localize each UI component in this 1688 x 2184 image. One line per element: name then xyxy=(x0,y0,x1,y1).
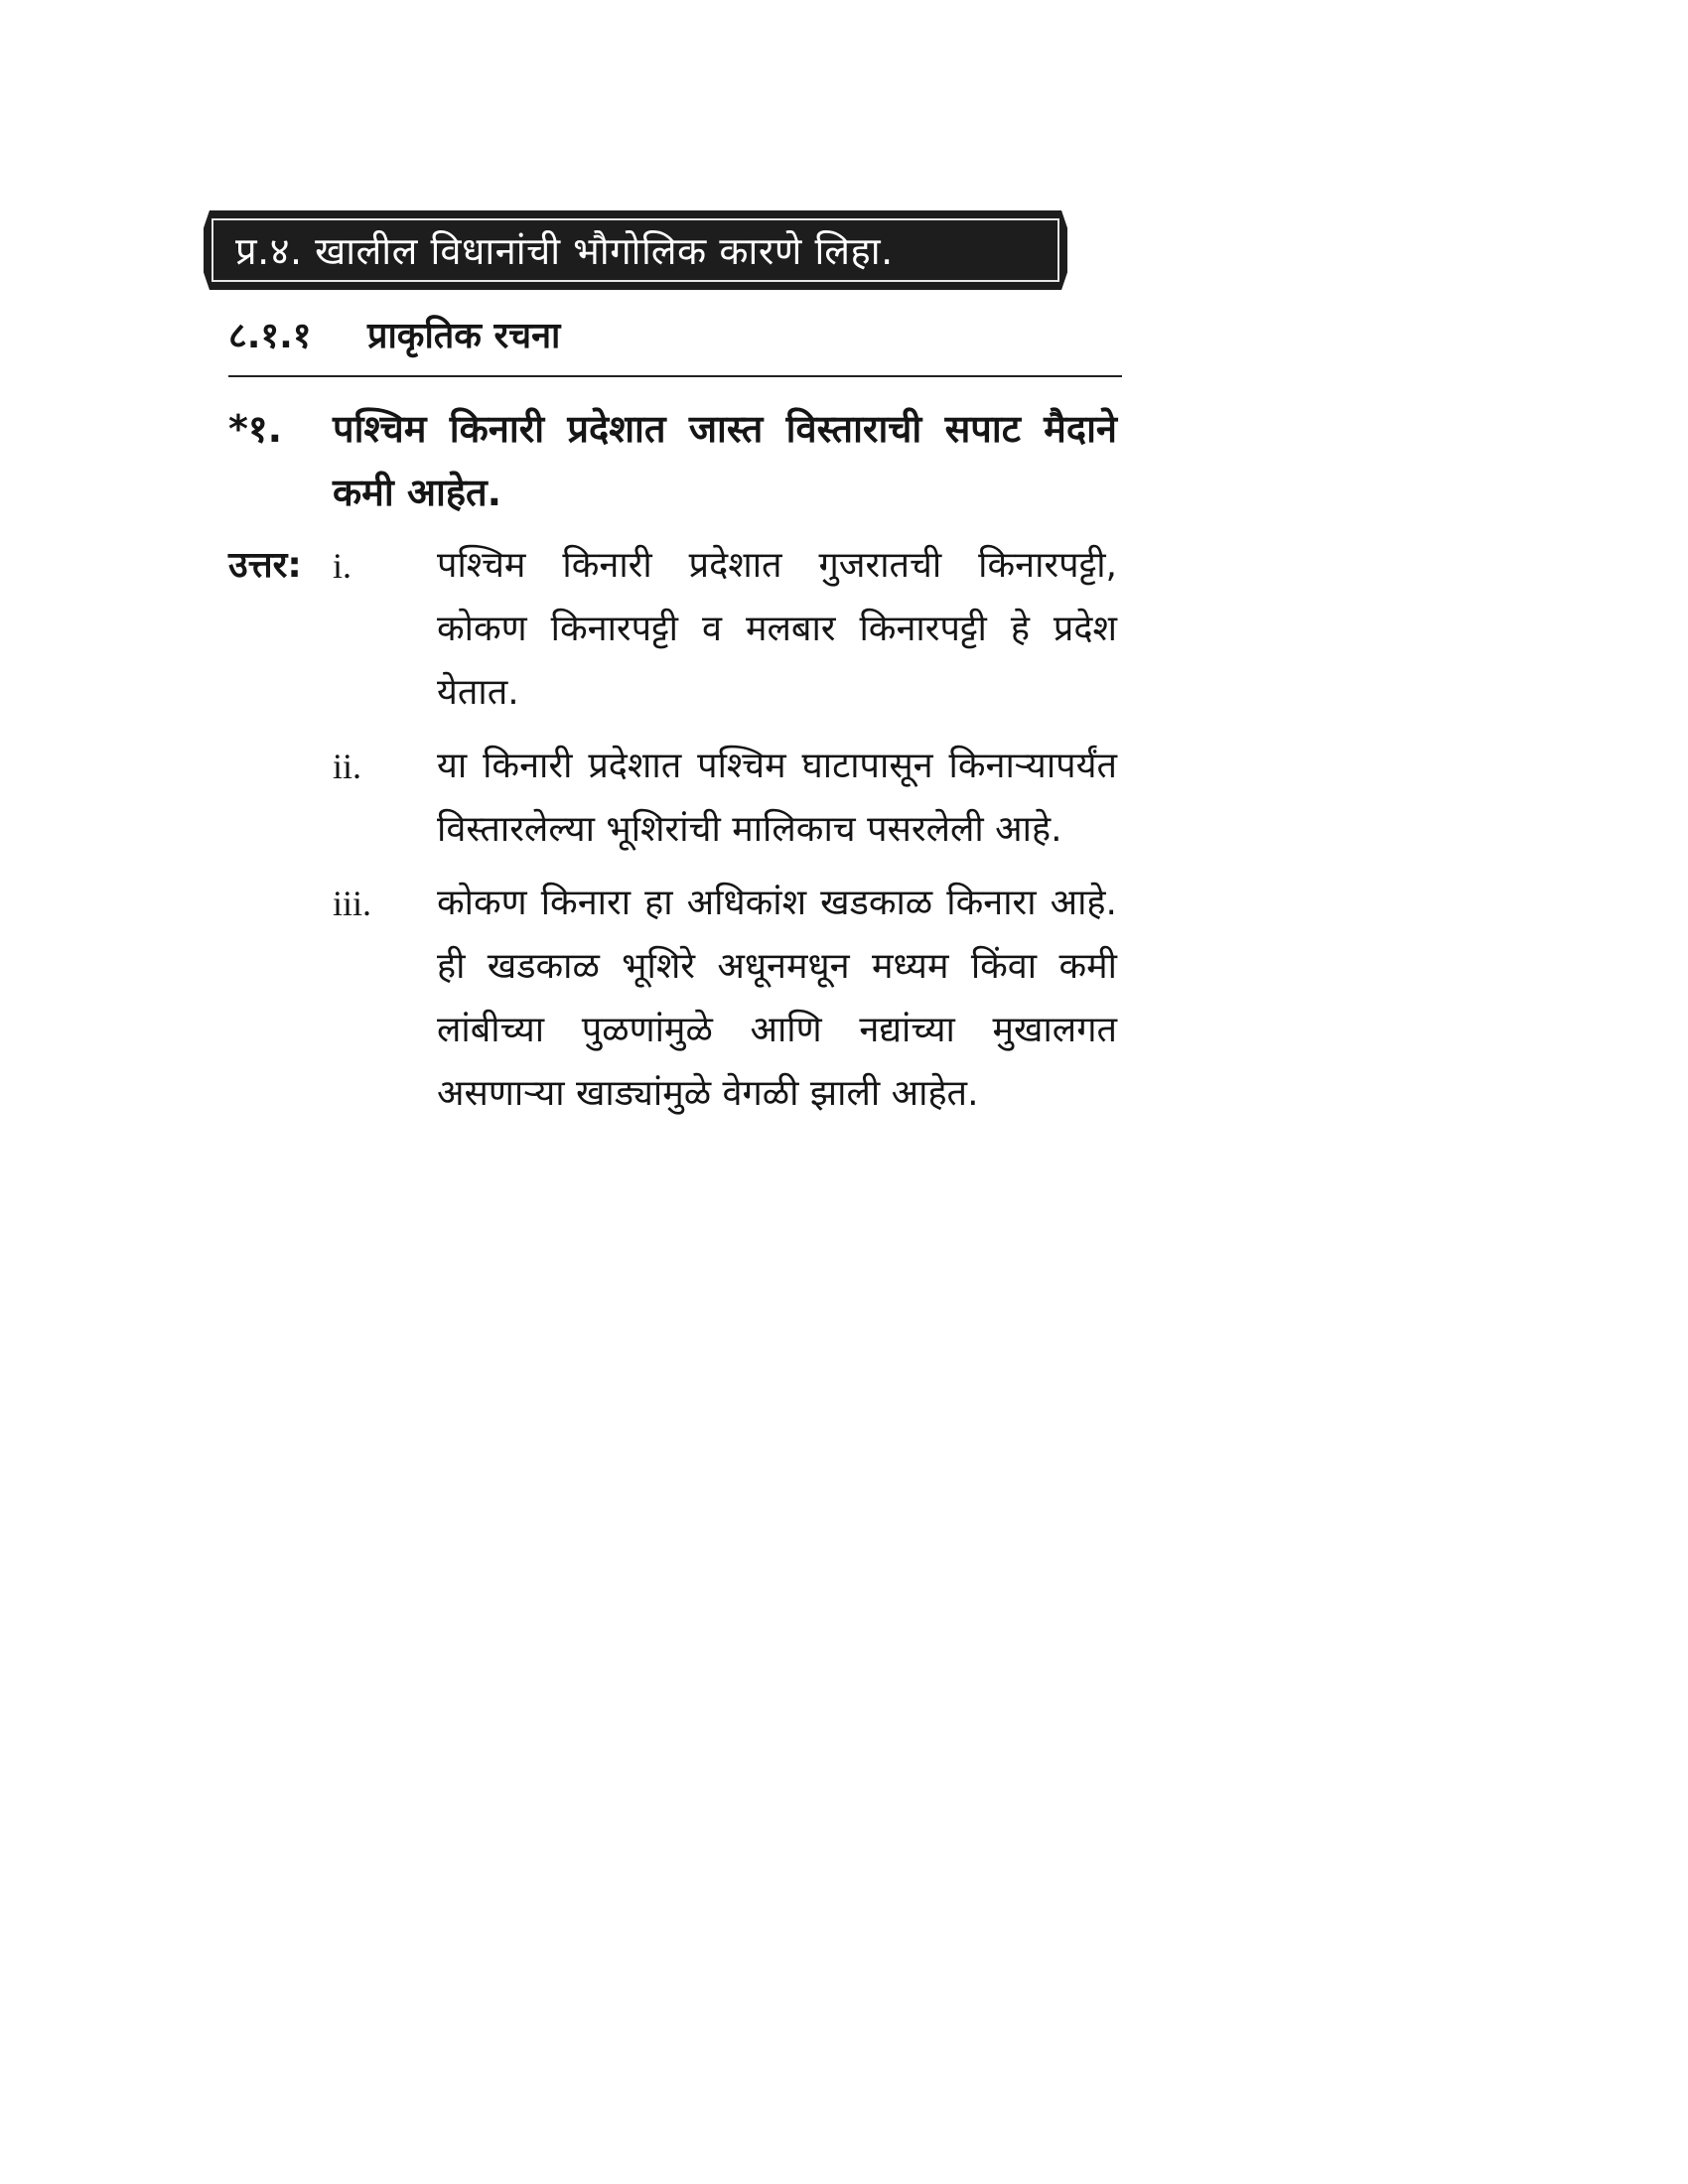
point-marker: ii. xyxy=(333,747,362,786)
banner-frame xyxy=(211,218,1059,282)
answer-point xyxy=(228,534,1122,725)
banner-notch-left xyxy=(186,205,211,296)
answer-label: उत्तर: xyxy=(228,545,302,586)
answer-point xyxy=(228,735,1122,862)
question-block xyxy=(228,397,1122,524)
section-divider xyxy=(228,375,1122,377)
section-title: प्राकृतिक रचना xyxy=(367,315,561,356)
banner-text: प्र.४. खालील विधानांची भौगोलिक कारणे लिहा. xyxy=(235,229,894,273)
banner-notch-right xyxy=(1059,205,1085,296)
question-text: पश्चिम किनारी प्रदेशात जास्त विस्ताराची सपाट मैदाने कमी आहेत. xyxy=(333,407,1117,514)
answer-point xyxy=(228,872,1122,1126)
point-text: पश्चिम किनारी प्रदेशात गुजरातची किनारपट्टी, कोकण किनारपट्टी व मलबार किनारपट्टी हे प्रदेश येतात. xyxy=(437,545,1117,713)
point-text: या किनारी प्रदेशात पश्चिम घाटापासून किनाऱ्यापर्यंत विस्तारलेल्या भूशिरांची मालिकाच पसरलेली आहे. xyxy=(437,746,1117,850)
question-banner xyxy=(204,210,1067,290)
section-number: ८.१.१ xyxy=(228,315,312,356)
point-text: कोकण किनारा हा अधिकांश खडकाळ किनारा आहे. ही खडकाळ भूशिरे अधूनमधून मध्यम किंवा कमी लांबीच्या पुळणांमुळे आणि नद्यांच्या मुखालगत असणाऱ्या खाड्यांमुळे वेगळी झाली आहेत. xyxy=(437,883,1117,1114)
point-marker: iii. xyxy=(333,884,372,923)
question-number: *१. xyxy=(228,407,283,451)
answer-block xyxy=(228,534,1122,1136)
point-marker: i. xyxy=(333,546,352,586)
section-heading xyxy=(228,306,1122,361)
